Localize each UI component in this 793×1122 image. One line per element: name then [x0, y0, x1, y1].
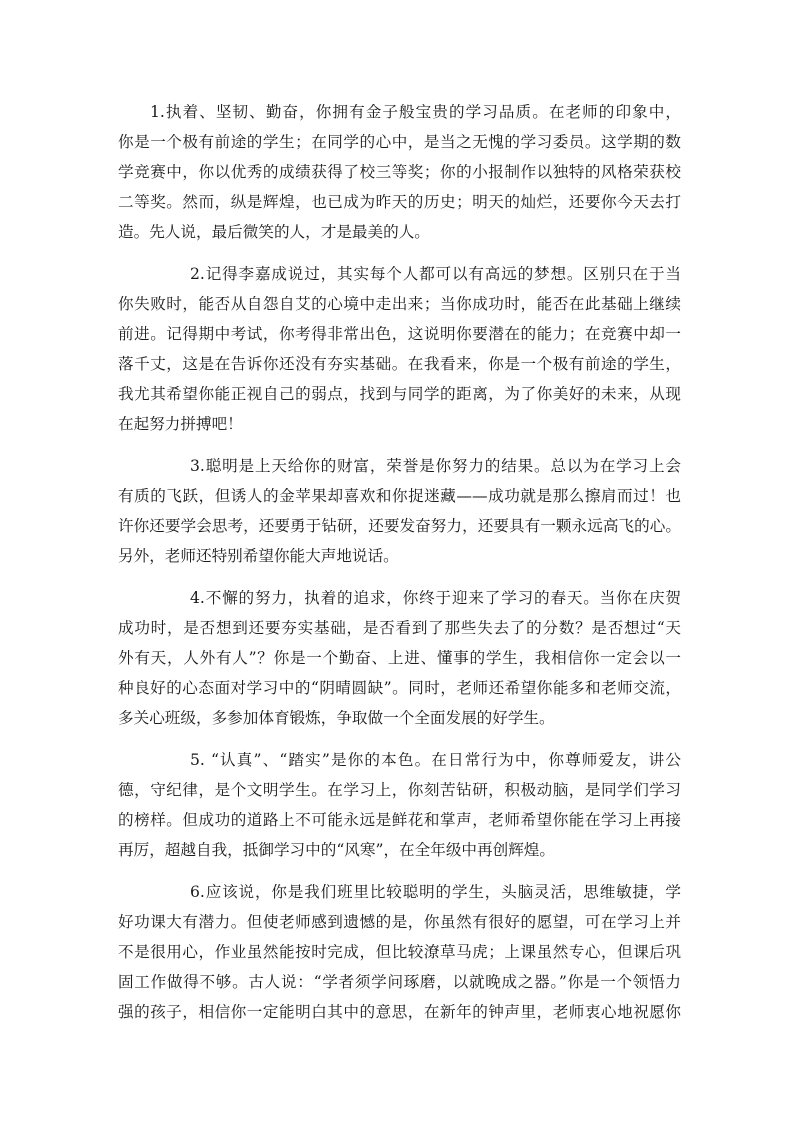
text-line: 你是一个极有前途的学生；在同学的心中，是当之无愧的学习委员。这学期的数	[118, 133, 681, 151]
text-line: 另外，老师还特别希望你能大声地说话。	[118, 547, 399, 565]
paragraph-1	[118, 97, 681, 247]
paragraph-5	[118, 745, 681, 865]
text-line: 种良好的心态面对学习中的“阴晴圆缺”。同时，老师还希望你能多和老师交流，	[118, 679, 681, 697]
text-line: 落千丈，这是在告诉你还没有夯实基础。在我看来，你是一个极有前途的学生，	[118, 355, 681, 373]
paragraph-4	[118, 583, 681, 733]
text-line: 成功时，是否想到还要夯实基础，是否看到了那些失去了的分数？是否想过“天	[118, 619, 681, 637]
text-line: 有质的飞跃，但诱人的金苹果却喜欢和你捉迷藏——成功就是那么擦肩而过！也	[118, 487, 681, 505]
text-line: 1.执着、坚韧、勤奋，你拥有金子般宝贵的学习品质。在老师的印象中，	[150, 103, 681, 121]
text-line: 学竞赛中，你以优秀的成绩获得了校三等奖；你的小报制作以独特的风格荣获校	[118, 163, 681, 181]
text-line: 好功课大有潜力。但使老师感到遗憾的是，你虽然有很好的愿望，可在学习上并	[118, 913, 681, 931]
text-line: 再厉，超越自我，抵御学习中的“风寒”，在全年级中再创辉煌。	[118, 841, 555, 859]
paragraph-2	[118, 259, 681, 439]
text-line: 6.应该说，你是我们班里比较聪明的学生，头脑灵活，思维敏捷，学	[190, 883, 681, 901]
paragraph-3	[118, 451, 681, 571]
text-line: 3.聪明是上天给你的财富，荣誉是你努力的结果。总以为在学习上会	[190, 457, 681, 475]
paragraph-6	[118, 877, 681, 1027]
text-line: 的榜样。但成功的道路上不可能永远是鲜花和掌声，老师希望你能在学习上再接	[118, 811, 681, 829]
text-line: 许你还要学会思考，还要勇于钻研，还要发奋努力，还要具有一颗永远高飞的心。	[118, 517, 681, 535]
text-line: 多关心班级，多参加体育锻炼，争取做一个全面发展的好学生。	[118, 709, 555, 727]
text-line: 造。先人说，最后微笑的人，才是最美的人。	[118, 223, 430, 241]
text-line: 二等奖。然而，纵是辉煌，也已成为昨天的历史；明天的灿烂，还要你今天去打	[118, 193, 681, 211]
text-line: 2.记得李嘉成说过，其实每个人都可以有高远的梦想。区别只在于当	[190, 265, 681, 283]
text-line: 固工作做得不够。古人说：“学者须学问琢磨，以就晚成之器。”你是一个领悟力	[118, 973, 681, 991]
text-line: 不是很用心，作业虽然能按时完成，但比较潦草马虎；上课虽然专心，但课后巩	[118, 943, 681, 961]
document-page	[118, 97, 681, 1039]
text-line: 在起努力拼搏吧！	[118, 415, 243, 433]
text-line: 4.不懈的努力，执着的追求，你终于迎来了学习的春天。当你在庆贺	[190, 589, 681, 607]
text-line: 你失败时，能否从自怨自艾的心境中走出来；当你成功时，能否在此基础上继续	[118, 295, 681, 313]
text-line: 强的孩子，相信你一定能明白其中的意思，在新年的钟声里，老师衷心地祝愿你	[118, 1003, 681, 1021]
text-line: 5. “认真”、“踏实”是你的本色。在日常行为中，你尊师爱友，讲公	[190, 751, 681, 769]
text-line: 外有天，人外有人”？你是一个勤奋、上进、懂事的学生，我相信你一定会以一	[118, 649, 681, 667]
text-line: 前进。记得期中考试，你考得非常出色，这说明你要潜在的能力；在竞赛中却一	[118, 325, 681, 343]
text-line: 德，守纪律，是个文明学生。在学习上，你刻苦钻研，积极动脑，是同学们学习	[118, 781, 681, 799]
text-line: 我尤其希望你能正视自己的弱点，找到与同学的距离，为了你美好的未来，从现	[118, 385, 681, 403]
